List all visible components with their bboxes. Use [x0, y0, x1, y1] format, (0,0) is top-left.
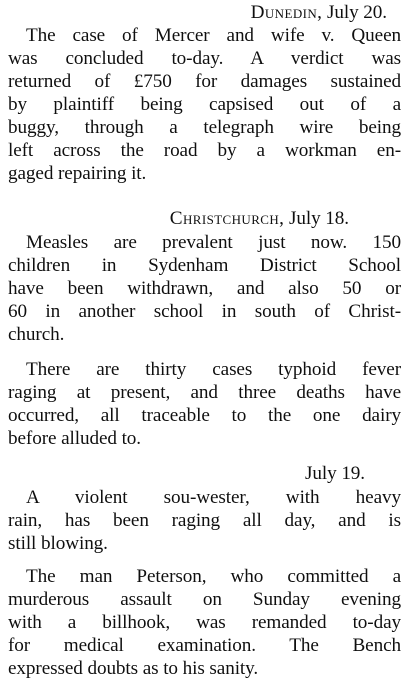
article-line: murderous assault on Sunday evening	[8, 589, 401, 610]
article-line: The case of Mercer and wife v. Queen	[26, 25, 401, 46]
article-line: left across the road by a workman en-	[8, 140, 401, 161]
article-line: 60 in another school in south of Christ-	[8, 301, 401, 322]
dateline-christchurch	[8, 208, 401, 231]
article-line: before alluded to.	[8, 428, 141, 449]
article-line: expressed doubts as to his sanity.	[8, 658, 259, 679]
article-line: church.	[8, 324, 65, 345]
article-line: There are thirty cases typhoid fever	[26, 359, 401, 380]
dateline-place: Christchurch,	[169, 208, 285, 229]
dateline-dunedin	[8, 2, 401, 25]
article-line: still blowing.	[8, 533, 108, 554]
article-line: occurred, all traceable to the one dairy	[8, 405, 401, 426]
article-line: for medical examination. The Bench	[8, 635, 401, 656]
article-line: buggy, through a telegraph wire being	[8, 117, 401, 138]
dateline-date: July 19.	[305, 463, 365, 484]
article-line: raging at present, and three deaths have	[8, 382, 401, 403]
article-line: have been withdrawn, and also 50 or	[8, 278, 401, 299]
article-line: Measles are prevalent just now. 150	[26, 232, 401, 253]
article-line: The man Peterson, who committed a	[26, 566, 401, 587]
dateline-date: July 20.	[322, 2, 387, 23]
article-line: rain, has been raging all day, and is	[8, 510, 401, 531]
dateline-place: Dunedin,	[250, 2, 323, 23]
article-line: by plaintiff being capsised out of a	[8, 94, 401, 115]
article-line: A violent sou-wester, with heavy	[26, 487, 401, 508]
article-line: children in Sydenham District School	[8, 255, 401, 276]
dateline-july-19	[8, 463, 401, 486]
article-line: returned of £750 for damages sustained	[8, 71, 401, 92]
article-line: was concluded to-day. A verdict was	[8, 48, 401, 69]
article-line: with a billhook, was remanded to-day	[8, 612, 401, 633]
article-line: gaged repairing it.	[8, 163, 147, 184]
dateline-date: July 18.	[284, 208, 349, 229]
